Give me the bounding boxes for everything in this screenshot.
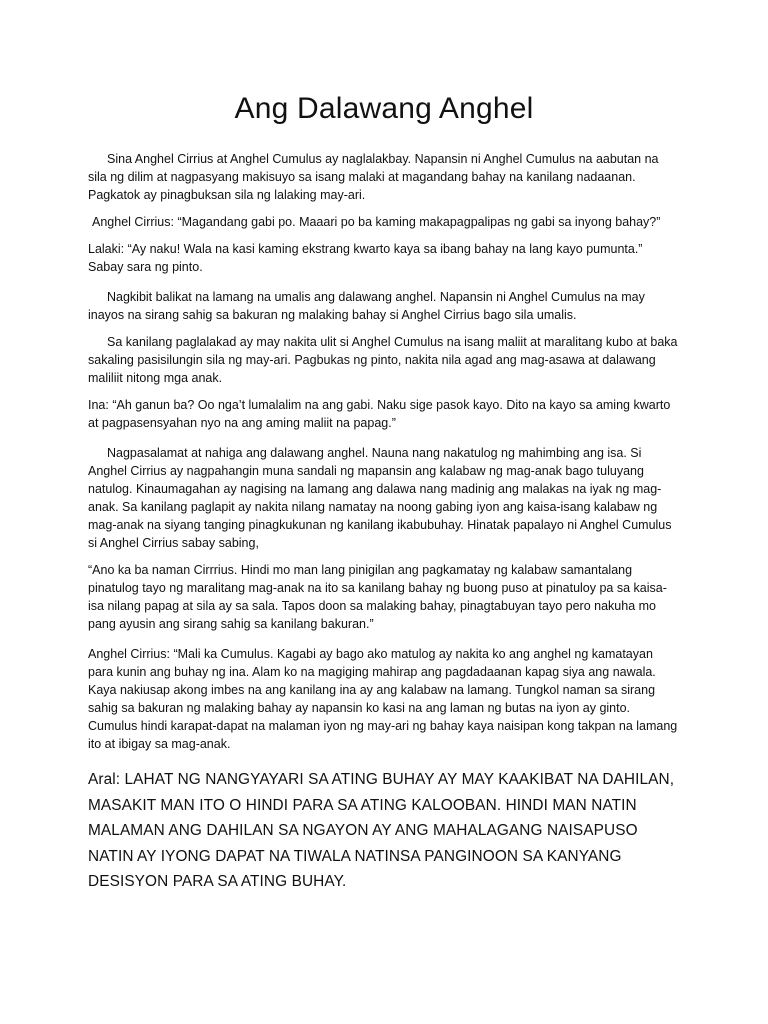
dialogue-cumulus: “Ano ka ba naman Cirrrius. Hindi mo man lang pinigilan ang pagkamatay ng kalabaw samantalang pinatulog tayo ng maralitang mag-anak na ito sa kanilang bahay ng buong puso at pinatuloy pa sa kaisa-isa nilang papag at sila ay sa sala. Tapos doon sa malaking bahay, pinagtabuyan tayo pero nakuha mo pang ayusin ang sirang sahig sa kanilang bakuran.” (88, 563, 667, 631)
paragraph-kubo: Sa kanilang paglalakad ay may nakita ulit si Anghel Cumulus na isang maliit at maralitang kubo at baka sakaling pasisilungin sila ng may-ari. Pagbukas ng pinto, nakita nila agad ang mag-asawa at dalawang maliliit nitong mga anak. (88, 335, 678, 385)
paragraph-intro: Sina Anghel Cirrius at Anghel Cumulus ay naglalakbay. Napansin ni Anghel Cumulus na aabutan na sila ng dilim at nagpasyang makisuyo sa isang malaki at magandang bahay na kanilang nadaanan. Pagkatok ay pinagbuksan sila ng lalaking may-ari. (88, 152, 659, 202)
dialogue-cirrius-greeting: Anghel Cirrius: “Magandang gabi po. Maaari po ba kaming makapagpalipas ng gabi sa inyong bahay?” (92, 215, 661, 229)
paragraph-leaving: Nagkibit balikat na lamang na umalis ang dalawang anghel. Napansin ni Anghel Cumulus na may inayos na sirang sahig sa bakuran ng malaking bahay si Anghel Cirrius bago sila umalis. (88, 290, 645, 322)
paragraph-kalabaw: Nagpasalamat at nahiga ang dalawang anghel. Nauna nang nakatulog ng mahimbing ang isa. Si Anghel Cirrius ay nagpahangin muna sandali ng mapansin ang kalabaw ng mag-anak bago tuluyang natulog. Kinaumagahan ay nagising na lamang ang dalawa nang madinig ang malakas na iyak ng mag-anak. Sa kanilang paglapit ay nakita nilang namatay na noong gabing iyon ang kaisa-isang kalabaw ng mag-anak na siyang tanging pinagkukunan ng kanilang ikabubuhay. Hinatak papalayo ni Anghel Cumulus si Anghel Cirrius sabay sabing, (88, 446, 672, 550)
dialogue-ina: Ina: “Ah ganun ba? Oo nga’t lumalalim na ang gabi. Naku sige pasok kayo. Dito na kayo sa aming kwarto at pagpasensyahan nyo na ang aming maliit na papag.” (88, 398, 671, 430)
dialogue-cirrius-explanation: Anghel Cirrius: “Mali ka Cumulus. Kagabi ay bago ako matulog ay nakita ko ang anghel ng kamatayan para kunin ang buhay ng ina. Alam ko na magiging mahirap ang pagdadaanan kapag siya ang nawala. Kaya nakiusap akong imbes na ang kanilang ina ay ang kalabaw na lamang. Tungkol naman sa sirang sahig sa bakuran ng malaking bahay ay napansin ko kasi na ang laman ng butas na iyon ay ginto. Cumulus hindi karapat-dapat na malaman iyon ng may-ari ng bahay kaya naisipan kong takpan na lamang ito at ibigay sa mag-anak. (88, 647, 678, 751)
moral-lesson: Aral: LAHAT NG NANGYAYARI SA ATING BUHAY AY MAY KAAKIBAT NA DAHILAN, MASAKIT MAN ITO O HINDI PARA SA ATING KALOOBAN. HINDI MAN NATIN MALAMAN ANG DAHILAN SA NGAYON AY ANG MAHALAGANG NAISAPUSO NATIN AY IYONG DAPAT NA TIWALA NATINSA PANGINOON SA KANYANG DESISYON PARA SA ATING BUHAY. (88, 771, 675, 890)
dialogue-lalaki: Lalaki: “Ay naku! Wala na kasi kaming ekstrang kwarto kaya sa ibang bahay na lang kayo pumunta.” Sabay sara ng pinto. (88, 242, 643, 274)
document-title: Ang Dalawang Anghel (234, 92, 534, 125)
